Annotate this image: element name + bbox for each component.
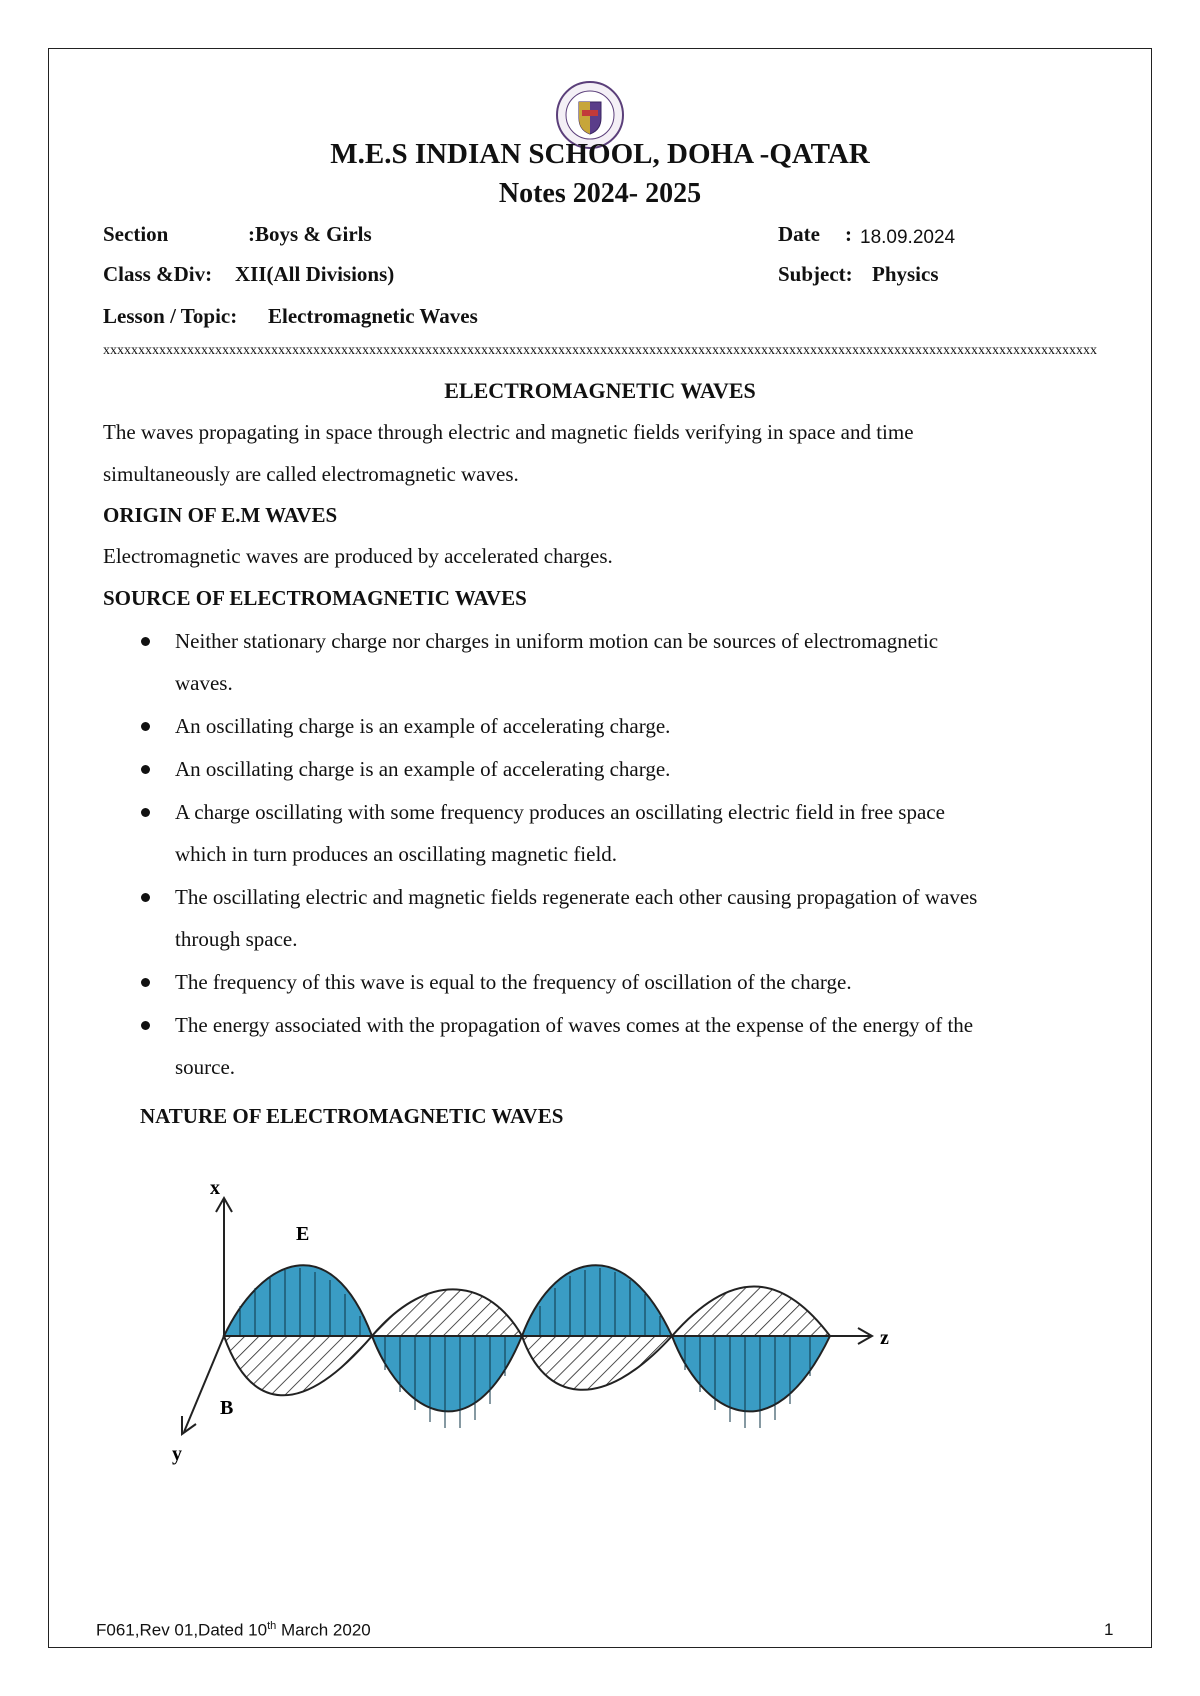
list-item: A charge oscillating with some frequency produces an oscillating electric field in free space which in turn produces an oscillating magnetic field. xyxy=(103,791,1113,875)
origin-heading: ORIGIN OF E.M WAVES xyxy=(103,503,338,527)
date-label: Date xyxy=(778,222,820,246)
list-item: An oscillating charge is an example of accelerating charge. xyxy=(103,748,1113,790)
subject-value: Physics xyxy=(872,262,939,286)
notes-year: Notes 2024- 2025 xyxy=(498,178,702,209)
z-axis-label: z xyxy=(880,1327,889,1349)
list-item: Neither stationary charge nor charges in uniform motion can be sources of electromagnetic waves. xyxy=(103,620,1113,704)
main-heading: ELECTROMAGNETIC WAVES xyxy=(444,378,756,403)
definition-line-2: simultaneously are called electromagnetic waves. xyxy=(103,462,519,486)
source-heading: SOURCE OF ELECTROMAGNETIC WAVES xyxy=(103,586,527,610)
lesson-label: Lesson / Topic: xyxy=(103,304,238,328)
nature-heading: NATURE OF ELECTROMAGNETIC WAVES xyxy=(140,1104,564,1128)
e-field-label: E xyxy=(296,1223,310,1245)
definition-line-1: The waves propagating in space through electric and magnetic fields verifying in space and time xyxy=(103,420,914,444)
date-colon: : xyxy=(845,222,852,246)
page-number: 1 xyxy=(1104,1620,1114,1639)
list-item: The energy associated with the propagation of waves comes at the expense of the energy of the source. xyxy=(103,1004,1113,1088)
class-label: Class &Div: xyxy=(103,262,213,286)
list-item: The oscillating electric and magnetic fields regenerate each other causing propagation of waves through space. xyxy=(103,876,1113,960)
bullet-icon xyxy=(141,893,150,902)
date-value: 18.09.2024 xyxy=(860,227,956,248)
y-axis-label: y xyxy=(172,1443,182,1465)
em-wave-diagram xyxy=(170,1170,910,1470)
section-value: :Boys & Girls xyxy=(248,222,372,246)
school-name: M.E.S INDIAN SCHOOL, DOHA -QATAR xyxy=(330,138,870,170)
class-value: XII(All Divisions) xyxy=(235,262,395,286)
subject-label: Subject: xyxy=(778,262,853,286)
form-reference: F061,Rev 01,Dated 10th March 2020 xyxy=(96,1620,371,1640)
x-axis-label: x xyxy=(210,1177,220,1199)
bullet-icon xyxy=(141,765,150,774)
b-field-label: B xyxy=(220,1397,234,1419)
bullet-icon xyxy=(141,722,150,731)
bullet-icon xyxy=(141,978,150,987)
bullet-icon xyxy=(141,637,150,646)
bullet-icon xyxy=(141,808,150,817)
source-bullet-list xyxy=(103,620,1113,1089)
divider-line: xxxxxxxxxxxxxxxxxxxxxxxxxxxxxxxxxxxxxxxxxxxxxxxxxxxxxxxxxxxxxxxxxxxxxxxxxxxxxxxxxxxxxxxxxxxxxxxxxxxxxxxxxxxxxxxxxxxxxxxxxxxxxxxxxxxxxxxxxxxxxx xyxy=(103,344,1097,358)
bullet-icon xyxy=(141,1021,150,1030)
list-item: The frequency of this wave is equal to the frequency of oscillation of the charge. xyxy=(103,961,1113,1003)
origin-text: Electromagnetic waves are produced by accelerated charges. xyxy=(103,544,613,568)
section-label: Section xyxy=(103,222,169,246)
lesson-value: Electromagnetic Waves xyxy=(268,304,478,328)
list-item: An oscillating charge is an example of accelerating charge. xyxy=(103,705,1113,747)
